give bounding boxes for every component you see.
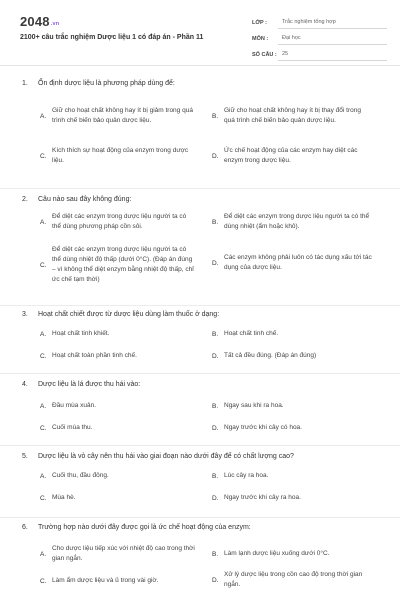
option-letter: A. [40,550,47,558]
option-letter: D. [212,259,219,267]
question-item [0,374,400,446]
option-letter: C. [40,352,47,360]
option-text: Ức chế hoạt động của các enzym hay diệt các enzym trong dược liệu. [224,147,358,165]
meta-label: MÔN : [252,36,269,42]
question-body: Ổn định dược liệu là phương pháp dùng để: [38,80,175,87]
option-letter: C. [40,152,47,160]
option-text: Giữ cho hoạt chất không hay ít bị giảm trong quá trình chế biến bảo quản dược liệu. [52,107,193,125]
question-text [22,453,294,460]
question-number: 6. [22,524,28,531]
answer-option-b[interactable] [212,329,372,339]
question-number: 4. [22,381,28,388]
answer-option-d[interactable] [212,493,372,503]
question-item [0,66,400,189]
option-letter: D. [212,152,219,160]
option-letter: D. [212,424,219,432]
question-text [22,80,175,87]
question-item [0,446,400,518]
question-number: 5. [22,453,28,460]
answer-option-d[interactable] [212,253,372,273]
answer-option-c[interactable] [40,351,195,361]
option-letter: A. [40,112,47,120]
option-text: Hoạt chất tinh chế. [224,330,279,337]
document-title: 2100+ câu trắc nghiệm Dược liệu 1 có đáp án - Phần 11 [20,34,204,41]
meta-value: Đại học [278,35,387,45]
option-letter: D. [212,352,219,360]
option-text: Cuối mùa thu. [52,424,93,431]
meta-value: Trắc nghiệm tổng hợp [278,19,387,29]
answer-option-d[interactable] [212,570,372,590]
option-letter: D. [212,576,219,584]
answer-option-c[interactable] [40,245,195,285]
question-number: 3. [22,311,28,318]
meta-label: LỚP : [252,20,267,26]
answer-option-b[interactable] [212,106,372,126]
document-meta [252,13,387,61]
option-text: Ngay trước khi cây ra hoa. [224,494,301,501]
answer-option-d[interactable] [212,146,372,166]
option-letter: D. [212,494,219,502]
option-letter: C. [40,494,47,502]
option-text: Tất cả đều đúng. (Đáp án đúng) [224,352,317,359]
answer-option-c[interactable] [40,493,195,503]
answer-option-c[interactable] [40,423,195,433]
answer-option-d[interactable] [212,351,372,361]
question-body: Trường hợp nào dưới đây được gọi là ức chế hoạt động của enzym: [38,524,251,531]
question-body: Dược liệu là vỏ cây nên thu hái vào giai đoạn nào dưới đây để có chất lượng cao? [38,453,294,460]
option-letter: B. [212,112,219,120]
answer-option-a[interactable] [40,212,195,232]
answer-option-b[interactable] [212,549,372,559]
answer-option-a[interactable] [40,544,195,564]
answer-option-b[interactable] [212,401,372,411]
option-text: Giữ cho hoạt chất không hay ít bị thay đổi trong quá trình chế biến bảo quản dược liệu. [224,107,361,125]
meta-value: 25 [278,51,387,61]
option-text: Để diệt các enzym trong dược liệu người ta có thể dùng nhiệt (ẩm hoặc khô). [224,213,370,231]
logo-domain-text: .vn [50,21,60,27]
option-letter: B. [212,472,219,480]
answer-option-a[interactable] [40,471,195,481]
option-letter: B. [212,330,219,338]
option-letter: C. [40,424,47,432]
answer-option-c[interactable] [40,576,195,586]
answer-option-b[interactable] [212,212,372,232]
question-number: 1. [22,80,28,87]
page-header [0,0,400,66]
answer-option-a[interactable] [40,329,195,339]
option-letter: B. [212,550,219,558]
option-text: Xử lý dược liệu trong cồn cao độ trong thời gian ngắn. [224,571,363,589]
option-letter: A. [40,472,47,480]
answer-option-c[interactable] [40,146,195,166]
question-text [22,381,140,388]
answer-option-a[interactable] [40,106,195,126]
option-letter: A. [40,402,47,410]
meta-row-class [252,13,387,29]
site-logo[interactable] [20,14,59,29]
question-number: 2. [22,196,28,203]
option-text: Để diệt các enzym trong dược liệu người ta có thể dùng nhiệt độ thấp (dưới 0°C). (Đáp án đúng – vì không thể diệt enzym bằng nhiệt độ thấp, chỉ ức chế tạm thời) [52,246,194,284]
option-letter: C. [40,261,47,269]
option-letter: A. [40,330,47,338]
logo-main-text: 2048 [20,14,50,29]
option-letter: C. [40,577,47,585]
option-text: Lúc cây ra hoa. [224,472,269,479]
option-text: Làm ẩm dược liệu và ủ trong vài giờ. [52,577,159,584]
option-letter: B. [212,402,219,410]
option-text: Cuối thu, đầu đông. [52,472,109,479]
meta-label: SỐ CÂU : [252,52,277,58]
meta-row-subject [252,29,387,45]
option-text: Hoạt chất tinh khiết. [52,330,110,337]
option-text: Cho dược liệu tiếp xúc với nhiệt độ cao trong thời gian ngắn. [52,545,195,563]
question-body: Câu nào sau đây không đúng: [38,196,132,203]
question-text [22,196,131,203]
question-text [22,311,219,318]
option-text: Hoạt chất toàn phần tinh chế. [52,352,137,359]
question-item [0,189,400,306]
option-letter: B. [212,218,219,226]
option-text: Các enzym không phải luôn có tác dụng xấu tới tác dụng của dược liệu. [224,254,372,272]
question-body: Dược liệu là lá được thu hái vào: [38,381,141,388]
option-text: Làm lạnh dược liệu xuống dưới 0°C. [224,550,330,557]
answer-option-d[interactable] [212,423,372,433]
option-text: Đầu mùa xuân. [52,402,97,409]
option-text: Ngay trước khi cây có hoa. [224,424,302,431]
option-letter: A. [40,218,47,226]
option-text: Mùa hè. [52,494,76,501]
question-text [22,524,251,531]
answer-option-a[interactable] [40,401,195,411]
meta-row-count [252,45,387,61]
question-item [0,306,400,374]
option-text: Để diệt các enzym trong dược liệu người ta có thể dùng phương pháp cồn sôi. [52,213,187,231]
option-text: Kích thích sự hoạt động của enzym trong dược liệu. [52,147,189,165]
option-text: Ngay sau khi ra hoa. [224,402,284,409]
answer-option-b[interactable] [212,471,372,481]
question-item [0,518,400,600]
question-body: Hoạt chất chiết được từ dược liệu dùng làm thuốc ở dạng: [38,311,220,318]
